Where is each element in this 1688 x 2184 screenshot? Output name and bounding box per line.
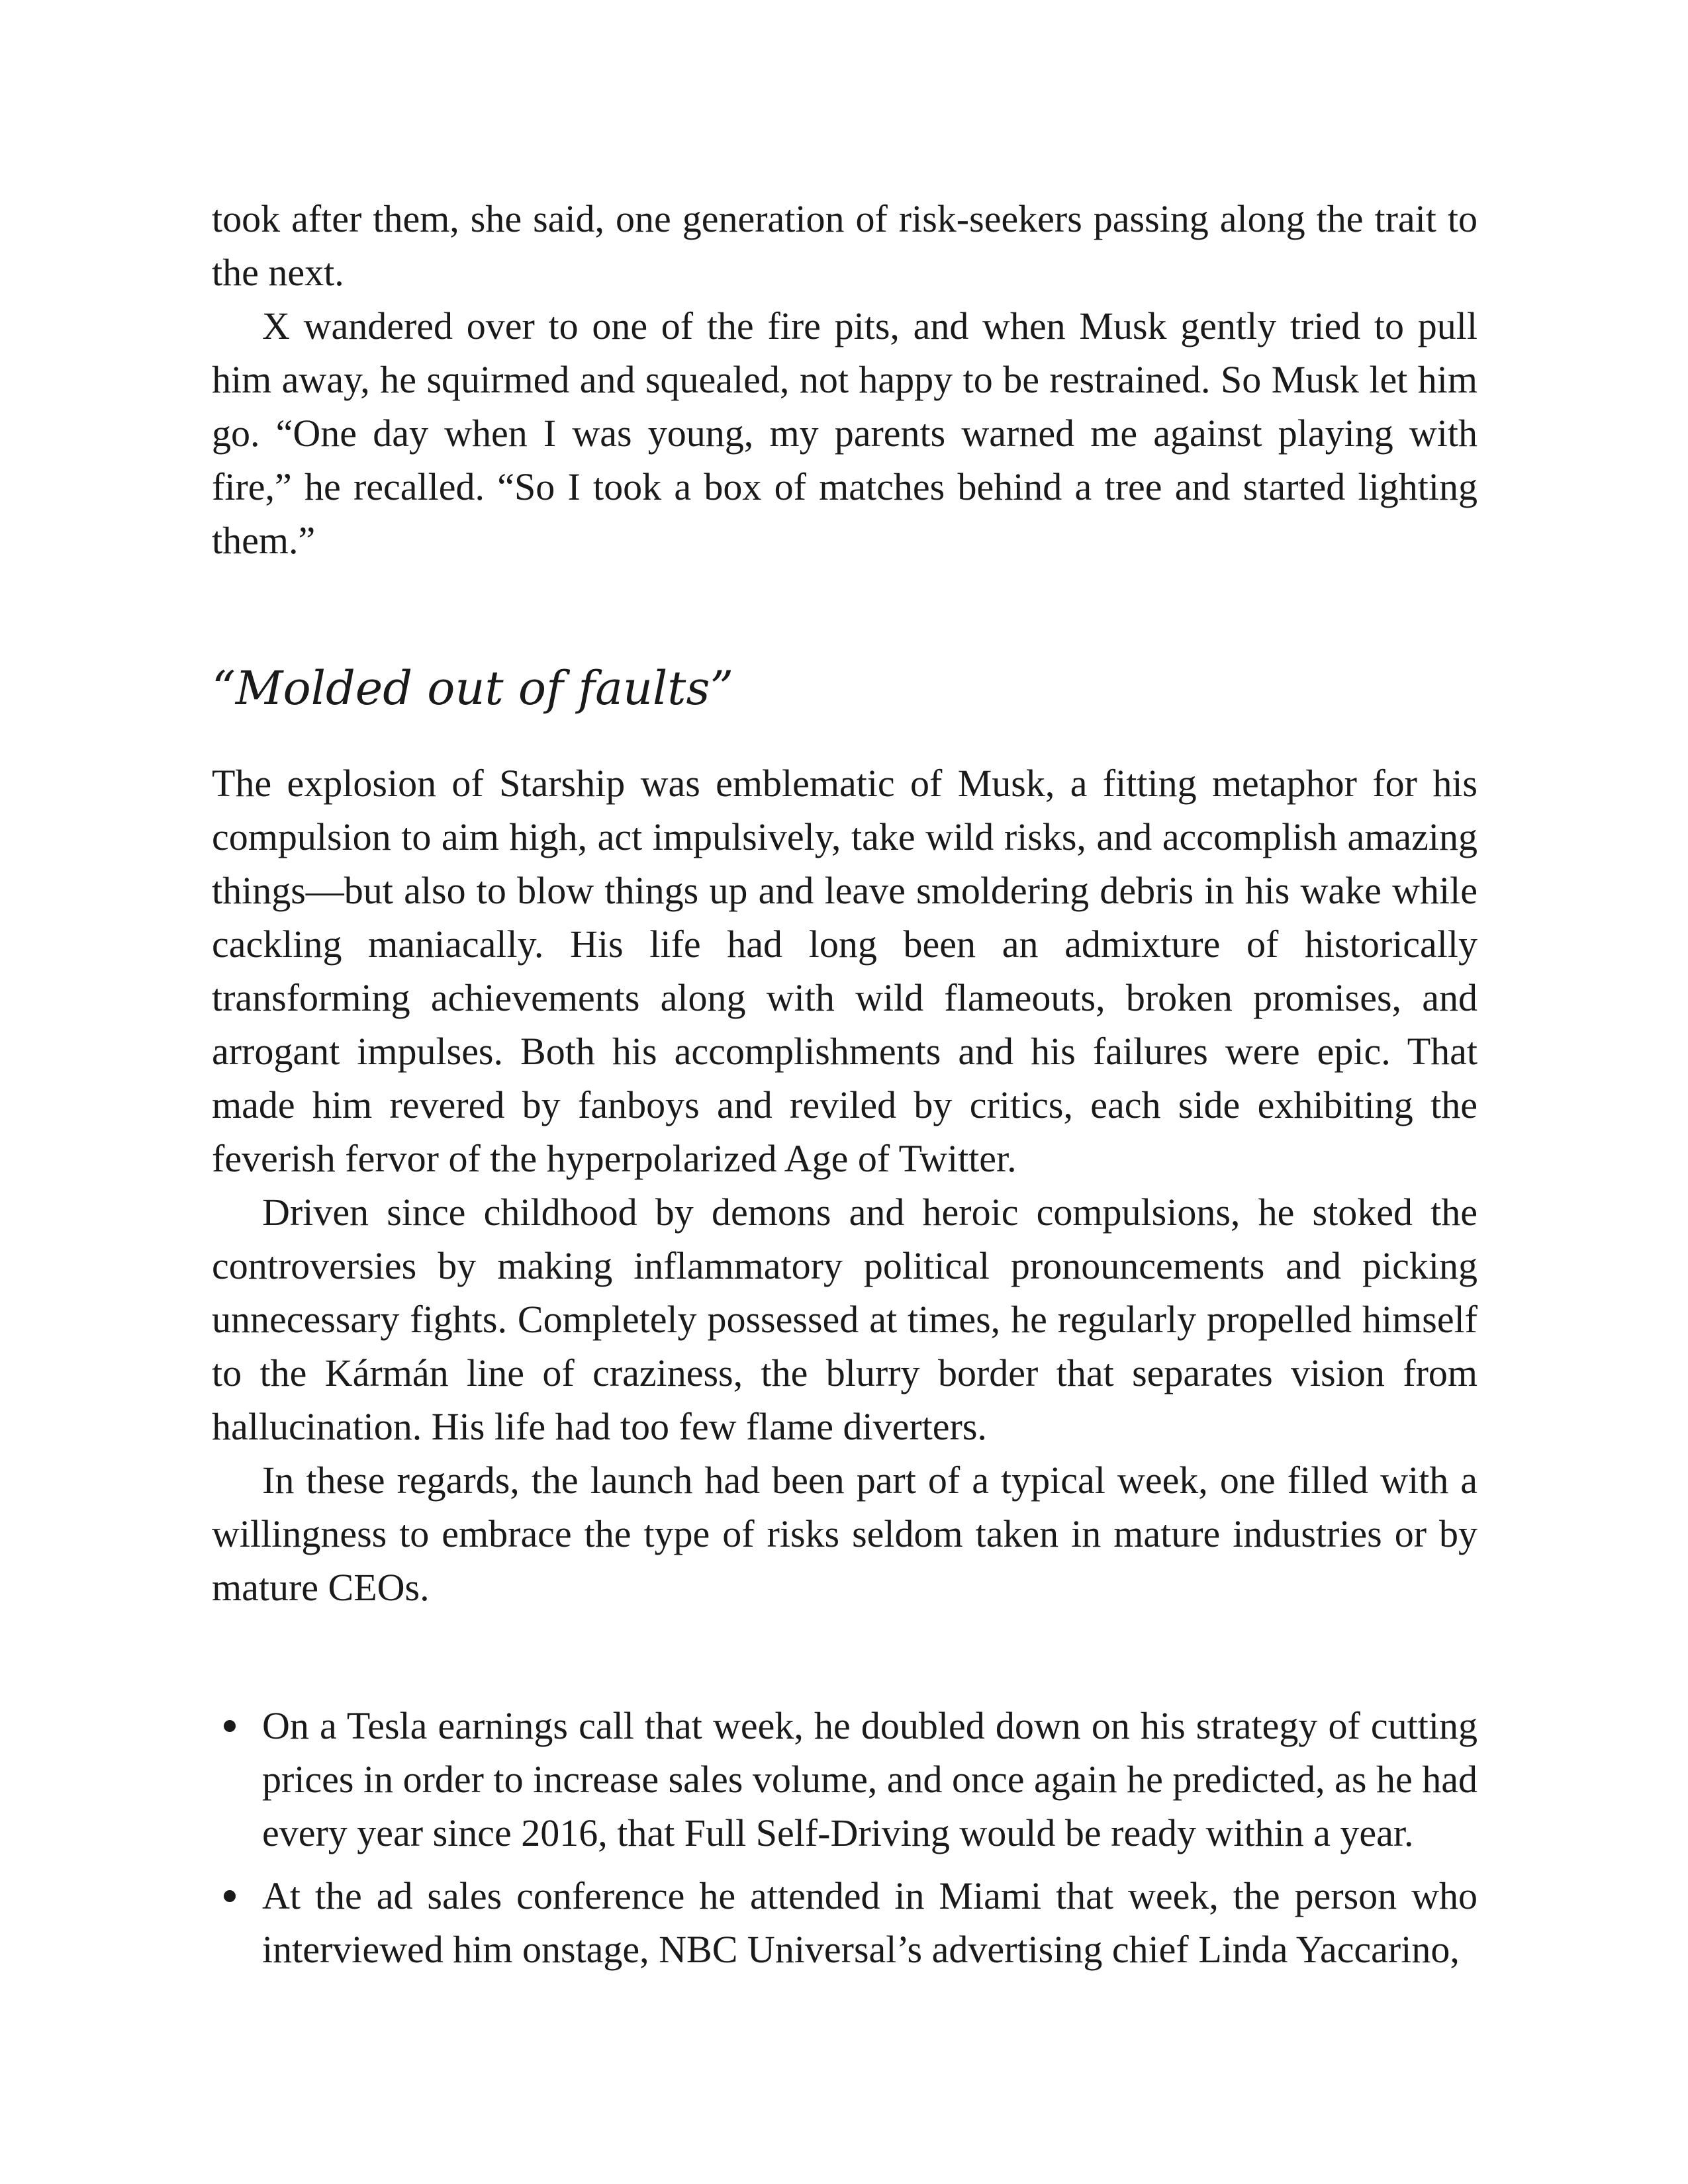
bullet-dot-icon [224, 1720, 236, 1732]
body-paragraph: The explosion of Starship was emblematic of Musk, a fitting metaphor for his compulsion to aim high, act impulsively, take wild risks, and accomplish amazing things—but also to blow things up and leave smoldering debris in his wake while cackling maniacally. His life had long been an admixture of historically transforming achievements along with wild flameouts, broken promises, and arrogant impulses. Both his accomplishments and his failures were epic. That made him revered by fanboys and reviled by critics, each side exhibiting the feverish fervor of the hyperpolarized Age of Twitter. [212, 762, 1477, 1180]
bullet-item [212, 1699, 1477, 1860]
bullet-text: On a Tesla earnings call that week, he doubled down on his strategy of cutting prices in order to increase sales volume, and once again he predicted, as he had every year since 2016, that Full Self-Driving would be ready within a year. [262, 1704, 1477, 1854]
bullet-list [212, 1699, 1477, 1976]
body-paragraph: took after them, she said, one generation of risk-seekers passing along the trait to the next. [212, 197, 1477, 294]
section-heading: “Molded out of faults” [212, 661, 734, 715]
body-paragraph: X wandered over to one of the fire pits, and when Musk gently tried to pull him away, he squirmed and squealed, not happy to be restrained. So Musk let him go. “One day when I was young, my parents warned me against playing with fire,” he recalled. “So I took a box of matches behind a tree and started lighting them.” [212, 304, 1477, 562]
body-paragraph: Driven since childhood by demons and heroic compulsions, he stoked the controversies by making inflammatory political pronouncements and picking unnecessary fights. Completely possessed at times, he regularly propelled himself to the Kármán line of craziness, the blurry border that separates vision from hallucination. His life had too few flame diverters. [212, 1191, 1477, 1448]
body-paragraph: In these regards, the launch had been part of a typical week, one filled with a willingness to embrace the type of risks seldom taken in mature industries or by mature CEOs. [212, 1459, 1477, 1609]
bullet-dot-icon [224, 1890, 236, 1902]
bullet-item [212, 1869, 1477, 1976]
bullet-text: At the ad sales conference he attended in Miami that week, the person who interviewed him onstage, NBC Universal’s advertising chief Linda Yaccarino, [262, 1874, 1477, 1971]
book-page [212, 192, 1477, 1985]
